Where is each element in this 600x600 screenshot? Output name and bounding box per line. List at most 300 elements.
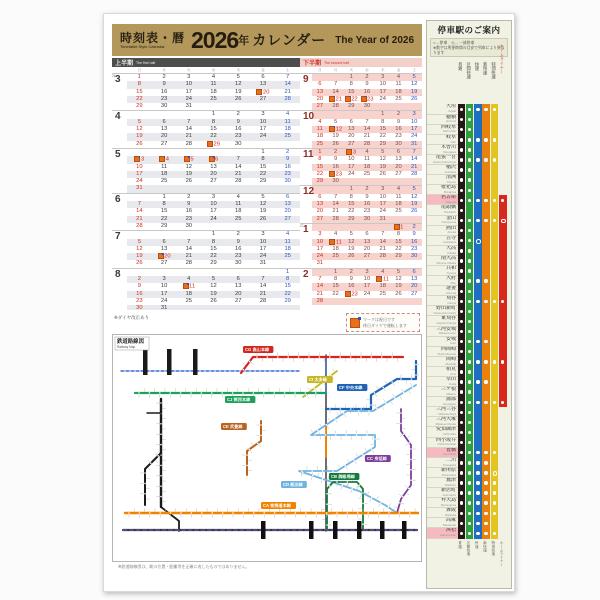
day-cell: 25 [210, 95, 217, 102]
station-name: 岡崎 Okazaki [427, 357, 458, 367]
stop-dot [484, 401, 487, 404]
day-cell: 22 [210, 253, 217, 260]
day-cell: 24 [363, 290, 371, 297]
day-cell: 20 [235, 290, 242, 297]
stop-cell [458, 256, 466, 266]
stop-dot [484, 300, 487, 303]
stop-cell [482, 387, 490, 397]
stop-cell [491, 115, 499, 125]
stop-cell [491, 276, 499, 286]
day-cell: 24 [348, 170, 355, 177]
day-cell: 19 [348, 245, 355, 252]
stop-cell [466, 468, 474, 478]
day-cell [275, 260, 300, 267]
day-cell: 22 [343, 96, 359, 103]
stop-cell [499, 216, 507, 226]
station-row [427, 518, 511, 528]
stop-cell [458, 145, 466, 155]
station-name: 稲沢 Inazawa [427, 165, 458, 175]
day-cell [201, 185, 226, 192]
day-cell [375, 224, 391, 231]
day-cell [375, 298, 391, 305]
day-cell: 12 [136, 245, 143, 252]
day-cell: 16 [284, 163, 291, 170]
station-row [427, 427, 511, 437]
weekday-label: 日 [137, 68, 142, 72]
stop-cell [466, 276, 474, 286]
stop-dot [484, 138, 487, 141]
stop-cell [458, 357, 466, 367]
month-days [127, 269, 300, 310]
week-row [312, 291, 422, 298]
day-cell: 18 [379, 283, 386, 290]
stop-cell [474, 468, 482, 478]
stop-cell [474, 135, 482, 145]
day-cell: 8 [318, 156, 322, 163]
day-cell [201, 269, 226, 276]
first-half-label: 上半期 [115, 61, 134, 67]
stop-dot [460, 189, 463, 192]
train-type-footer: 快速 [475, 540, 480, 548]
day-cell: 3 [127, 156, 152, 163]
day-cell: 17 [410, 126, 418, 133]
day-cell: 6 [349, 118, 353, 125]
day-cell: 9 [137, 283, 141, 290]
month-number: 7 [115, 231, 121, 243]
stop-cell [474, 498, 482, 508]
day-cell: 5 [412, 74, 416, 80]
day-cell: 25 [185, 297, 193, 304]
stop-dot [501, 300, 504, 303]
day-cell: 28 [332, 103, 339, 110]
stop-cell [491, 205, 499, 215]
station-name: 大府 Obu [427, 276, 458, 286]
day-cell: 7 [236, 156, 240, 163]
stop-cell [466, 286, 474, 296]
day-cell [176, 149, 201, 156]
stop-cell [491, 438, 499, 448]
stop-cell [482, 468, 490, 478]
month-number: 8 [115, 268, 121, 280]
day-cell: 10 [210, 201, 217, 208]
day-cell: 24 [185, 95, 193, 102]
day-cell: 21 [332, 208, 339, 215]
day-cell: 20 [316, 95, 324, 102]
svg-text:CG 高山本線: CG 高山本線 [245, 347, 270, 353]
day-cell: 8 [211, 118, 216, 125]
stop-cell [466, 316, 474, 326]
day-cell: 11 [284, 118, 291, 125]
station-name: 金山 Kanayama [427, 216, 458, 226]
stop-dot [460, 249, 463, 252]
stop-cell [499, 468, 507, 478]
day-cell: 7 [381, 231, 385, 238]
stop-dot [468, 118, 471, 121]
stop-dot [460, 199, 463, 202]
stop-cell [491, 306, 499, 316]
day-cell: 28 [316, 297, 324, 304]
month-block [300, 148, 422, 185]
week-row [312, 141, 422, 148]
month-days [127, 111, 300, 147]
stop-dot [493, 219, 496, 222]
day-cell: 20 [348, 133, 355, 140]
stop-dot [460, 209, 463, 212]
holiday-icon [329, 126, 335, 132]
stop-cell [474, 458, 482, 468]
stop-cell [466, 145, 474, 155]
station-name: 西岡崎 Nishi-Okazaki [427, 347, 458, 357]
week-row [312, 283, 422, 290]
stop-cell [499, 387, 507, 397]
stop-cell [474, 276, 482, 286]
stop-cell [458, 438, 466, 448]
station-row [427, 337, 511, 347]
day-cell [359, 111, 375, 118]
day-cell: 18 [185, 290, 193, 297]
day-cell: 11 [284, 238, 291, 245]
station-row [427, 468, 511, 478]
station-row [427, 458, 511, 468]
stop-cell [466, 438, 474, 448]
day-cell [127, 149, 152, 156]
day-cell: 19 [185, 170, 193, 177]
day-cell: 17 [136, 170, 143, 177]
month-block [112, 73, 300, 110]
day-cell: 27 [259, 95, 267, 102]
stop-dot [460, 148, 463, 151]
map-title: 鉄道路線図 [117, 339, 144, 345]
holiday-icon [345, 291, 351, 297]
holiday-icon [346, 149, 352, 155]
stop-cell [474, 226, 482, 236]
day-cell: 2 [187, 193, 191, 200]
day-cell [312, 111, 328, 118]
day-cell: 9 [412, 231, 416, 238]
week-row [312, 164, 422, 171]
stop-dot [484, 481, 487, 484]
stop-cell [499, 478, 507, 488]
stop-cell [466, 306, 474, 316]
stop-cell [466, 508, 474, 518]
stop-cell [482, 296, 490, 306]
month-label [112, 269, 127, 310]
day-cell: 3 [162, 276, 166, 283]
stop-dot [468, 310, 471, 313]
stop-cell [491, 528, 499, 538]
day-cell: 10 [348, 156, 355, 163]
day-cell: 2 [236, 111, 240, 118]
stop-dot [460, 532, 463, 535]
stop-cell [491, 337, 499, 347]
day-cell: 22 [332, 290, 339, 297]
day-cell: 29 [395, 253, 402, 260]
holiday-icon [158, 253, 164, 259]
weekday-label: 水 [365, 68, 369, 72]
stop-dot [460, 330, 463, 333]
station-name: 野田新町 Noda-shimmachi [427, 306, 458, 316]
stop-cell [466, 236, 474, 246]
month-block [300, 73, 422, 110]
calendar-notes [112, 313, 422, 332]
stop-cell [482, 427, 490, 437]
stop-cell [474, 407, 482, 417]
stop-dot [460, 300, 463, 303]
stop-cell [482, 135, 490, 145]
stop-dot [484, 471, 487, 474]
day-cell: 11 [210, 81, 217, 88]
stop-cell [466, 104, 474, 114]
stop-dot [468, 148, 471, 151]
stop-dot [476, 380, 479, 383]
stop-cell [482, 347, 490, 357]
day-cell [201, 149, 226, 156]
day-cell [375, 260, 391, 267]
stop-cell [482, 175, 490, 185]
day-cell: 27 [316, 215, 324, 222]
day-cell: 16 [410, 238, 418, 245]
svg-text:CE 武豊線: CE 武豊線 [223, 424, 243, 430]
day-cell: 12 [328, 126, 344, 133]
day-cell: 16 [363, 88, 371, 95]
stop-cell [466, 397, 474, 407]
stop-dot [468, 411, 471, 414]
holiday-icon [134, 156, 140, 162]
day-cell: 15 [332, 283, 339, 290]
stop-dot [484, 360, 487, 363]
year-number: 2026 [191, 26, 239, 53]
day-cell: 3 [381, 186, 385, 193]
stop-cell [482, 185, 490, 195]
stop-dot [501, 199, 504, 202]
day-cell: 26 [136, 140, 143, 147]
stop-cell [474, 387, 482, 397]
stop-cell [474, 115, 482, 125]
stop-cell [482, 155, 490, 165]
stop-cell [458, 155, 466, 165]
day-cell: 21 [379, 245, 386, 252]
stop-dot [493, 401, 496, 404]
day-cell: 27 [316, 103, 324, 110]
week-row [127, 253, 300, 260]
stop-cell [458, 427, 466, 437]
day-cell [312, 224, 328, 231]
station-name: 岐阜 Gifu [427, 135, 458, 145]
stop-cell [491, 508, 499, 518]
day-cell: 7 [365, 118, 369, 125]
stop-dot [460, 269, 463, 272]
week-row [312, 231, 422, 238]
day-cell [251, 305, 276, 310]
stop-cell [482, 236, 490, 246]
day-cell: 19 [136, 133, 143, 140]
stop-cell [499, 155, 507, 165]
stop-dot [468, 189, 471, 192]
day-cell: 20 [410, 283, 418, 290]
stop-dot [493, 158, 496, 161]
day-cell: 14 [185, 245, 193, 252]
day-cell [127, 111, 152, 118]
station-name: 安城 Anjo [427, 337, 458, 347]
day-cell: 22 [136, 95, 143, 102]
station-name: 名古屋 Nagoya [427, 195, 458, 205]
stop-dot [493, 491, 496, 494]
week-row [312, 276, 422, 283]
day-cell: 16 [332, 163, 339, 170]
day-cell: 20 [284, 208, 291, 215]
stop-cell [482, 276, 490, 286]
day-cell: 27 [235, 297, 242, 304]
stop-dot [468, 401, 471, 404]
second-half-label: 下半期 [303, 61, 322, 67]
day-cell: 15 [160, 208, 168, 215]
stop-dot [468, 380, 471, 383]
station-row [427, 246, 511, 256]
year-tag: 26 [112, 74, 116, 78]
day-cell: 9 [396, 118, 401, 125]
station-name: 幸田 Koda [427, 377, 458, 387]
day-cell: 29 [160, 222, 168, 229]
stop-dot [476, 481, 479, 484]
stop-cell [466, 367, 474, 377]
week-row [127, 171, 300, 178]
stop-cell [499, 518, 507, 528]
day-cell: 5 [261, 193, 265, 200]
day-cell: 22 [379, 133, 386, 140]
stop-cell [482, 498, 490, 508]
month-days [312, 186, 422, 222]
stop-dot [460, 491, 463, 494]
station-name: 愛知御津 Aichi-Mito [427, 427, 458, 437]
stop-cell [491, 246, 499, 256]
day-cell: 3 [211, 193, 216, 200]
stop-cell [466, 296, 474, 306]
day-cell: 31 [160, 305, 168, 310]
day-cell [328, 186, 344, 193]
stop-cell [458, 498, 466, 508]
stop-dot [460, 360, 463, 363]
stop-cell [491, 256, 499, 266]
day-cell: 28 [410, 170, 418, 177]
day-cell: 28 [185, 260, 193, 267]
day-cell: 4 [365, 148, 369, 155]
day-cell: 15 [348, 88, 355, 95]
week-row [312, 81, 422, 88]
stop-cell [499, 125, 507, 135]
poster-title: 時刻表・暦 [120, 30, 186, 45]
stop-cell [482, 266, 490, 276]
stop-cell [499, 145, 507, 155]
day-cell: 7 [261, 276, 265, 283]
stop-cell [491, 125, 499, 135]
stop-cell [474, 347, 482, 357]
train-type-footer: ホームライナー [500, 540, 505, 566]
day-cell [406, 260, 422, 267]
stop-cell [466, 488, 474, 498]
time-note: ※数字は所要時間の目安で列車により異なります [433, 46, 505, 55]
month-number: 6 [115, 193, 121, 205]
station-row [427, 266, 511, 276]
stop-dot [468, 330, 471, 333]
day-cell: 20 [395, 163, 402, 170]
stop-dot [484, 219, 487, 222]
station-row [427, 367, 511, 377]
station-row [427, 316, 511, 326]
day-cell: 11 [395, 81, 402, 88]
stop-dot [484, 158, 487, 161]
day-cell: 10 [379, 81, 386, 88]
day-cell: 15 [136, 88, 143, 95]
stop-cell [491, 367, 499, 377]
month-block [300, 185, 422, 222]
month-days [127, 194, 300, 230]
day-cell: 27 [160, 140, 168, 147]
day-cell: 25 [160, 178, 168, 185]
day-cell: 27 [284, 215, 291, 222]
day-cell: 23 [136, 297, 143, 304]
day-cell: 5 [176, 156, 201, 163]
stop-dot [468, 522, 471, 525]
day-cell: 24 [136, 178, 143, 185]
stop-cell [482, 337, 490, 347]
day-cell: 13 [284, 201, 291, 208]
day-cell: 6 [201, 156, 226, 163]
station-name: 高塚 Takatsuka [427, 518, 458, 528]
stop-dot [501, 360, 504, 363]
day-cell: 19 [395, 283, 402, 290]
day-cell: 16 [160, 88, 168, 95]
stop-dot [493, 451, 496, 454]
day-cell [152, 269, 177, 276]
day-cell: 9 [365, 193, 369, 200]
week-row [312, 253, 422, 260]
stop-cell [458, 448, 466, 458]
train-type-header: 快速 [474, 62, 480, 72]
stop-cell [458, 266, 466, 276]
stop-dot [468, 199, 471, 202]
week-row [312, 96, 422, 103]
stop-cell [482, 286, 490, 296]
stop-dot [468, 491, 471, 494]
week-row [127, 89, 300, 96]
stop-cell [466, 125, 474, 135]
stop-cell [474, 246, 482, 256]
stop-cell [474, 286, 482, 296]
day-cell: 10 [259, 118, 267, 125]
stop-dot [493, 138, 496, 141]
shinkansen-station-bar [357, 521, 362, 539]
stop-cell [466, 518, 474, 528]
day-cell: 6 [236, 276, 240, 283]
day-cell: 20 [152, 253, 177, 260]
day-cell: 17 [379, 88, 386, 95]
day-cell: 31 [136, 185, 143, 192]
stop-cell [466, 327, 474, 337]
day-cell: 27 [410, 290, 418, 297]
day-cell [275, 141, 300, 148]
station-row [427, 145, 511, 155]
stop-dot [468, 138, 471, 141]
weekday-header [300, 67, 422, 73]
day-cell: 28 [259, 297, 267, 304]
station-name: 新居町 Araimachi [427, 488, 458, 498]
day-cell: 18 [160, 170, 168, 177]
stop-cell [499, 508, 507, 518]
stop-cell [466, 205, 474, 215]
day-cell: 19 [410, 201, 418, 208]
day-cell [275, 185, 300, 192]
day-cell: 13 [160, 245, 168, 252]
